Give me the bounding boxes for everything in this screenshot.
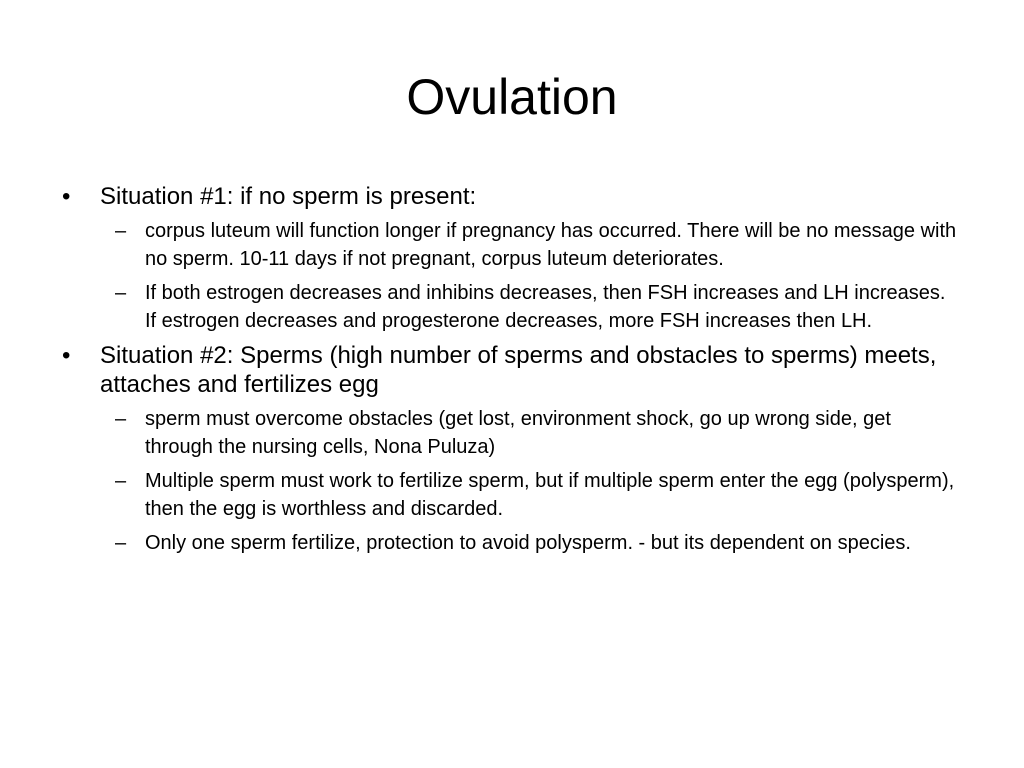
dash-marker: – <box>115 220 127 242</box>
sub-list-2 <box>60 405 960 557</box>
slide-body <box>60 182 960 563</box>
bullet-text: Situation #1: if no sperm is present: <box>100 183 477 210</box>
bullet-marker: • <box>62 183 71 210</box>
sub-item-text: If both estrogen decreases and inhibins decreases, then FSH increases and LH increases. If estrogen decreases and progesterone decreases, more FSH increases then LH. <box>145 282 946 332</box>
bullet-text: Situation #2: Sperms (high number of sperms and obstacles to sperms) meets, attaches and fertilizes egg <box>100 342 937 398</box>
dash-marker: – <box>115 532 127 554</box>
sub-list-1 <box>60 217 960 335</box>
sub-item-text: sperm must overcome obstacles (get lost, environment shock, go up wrong side, get through the nursing cells, Nona Puluza) <box>145 408 891 458</box>
sub-item-text: corpus luteum will function longer if pregnancy has occurred. There will be no message with no sperm. 10-11 days if not pregnant, corpus luteum deteriorates. <box>145 220 957 270</box>
slide-title: Ovulation <box>406 69 618 125</box>
sub-item-2-2 <box>60 467 960 523</box>
sub-item-text: Multiple sperm must work to fertilize sperm, but if multiple sperm enter the egg (polysperm), then the egg is worthless and discarded. <box>145 470 955 520</box>
bullet-item-2 <box>60 341 960 399</box>
sub-item-text: Only one sperm fertilize, protection to avoid polysperm. - but its dependent on species. <box>145 532 911 554</box>
dash-marker: – <box>115 282 127 304</box>
bullet-marker: • <box>62 342 71 369</box>
sub-item-1-2 <box>60 279 960 335</box>
dash-marker: – <box>115 408 127 430</box>
sub-item-2-3 <box>60 529 960 557</box>
sub-item-1-1 <box>60 217 960 273</box>
sub-item-2-1 <box>60 405 960 461</box>
dash-marker: – <box>115 470 127 492</box>
bullet-item-1 <box>60 182 960 211</box>
